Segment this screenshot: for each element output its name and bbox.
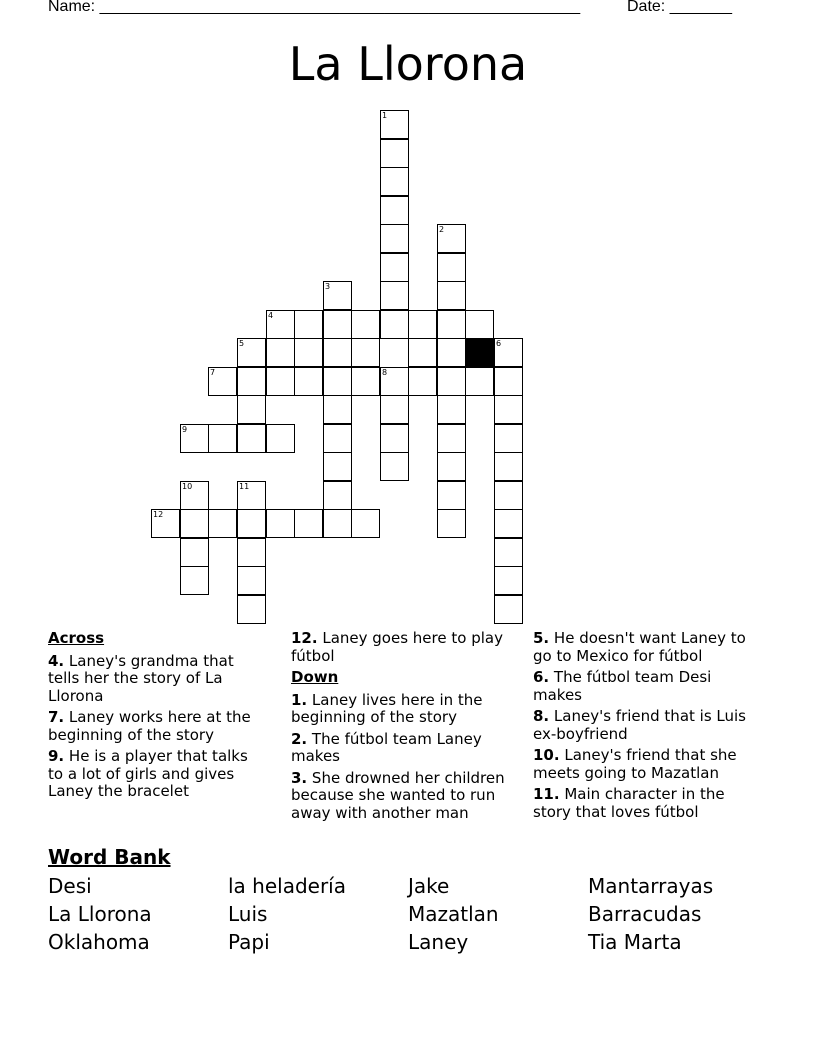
grid-cell[interactable] bbox=[323, 481, 352, 510]
grid-cell[interactable] bbox=[437, 310, 466, 339]
grid-cell[interactable] bbox=[237, 595, 266, 624]
grid-cell[interactable] bbox=[237, 395, 266, 424]
word-bank-item: Laney bbox=[408, 930, 469, 954]
name-field-label: Name: ______________________________________________________ bbox=[48, 0, 581, 15]
grid-cell[interactable] bbox=[266, 367, 295, 396]
clue-down-5 bbox=[533, 630, 755, 665]
word-bank-item: Jake bbox=[408, 874, 450, 898]
clue-number: 5. bbox=[533, 629, 550, 647]
clue-number: 12. bbox=[291, 629, 318, 647]
grid-cell[interactable] bbox=[266, 509, 295, 538]
grid-cell[interactable] bbox=[323, 424, 352, 453]
grid-cell[interactable] bbox=[208, 509, 237, 538]
clue-across-4 bbox=[48, 653, 266, 706]
grid-cell[interactable] bbox=[380, 224, 409, 253]
word-bank-item: Barracudas bbox=[588, 902, 702, 926]
word-bank-item: Mantarrayas bbox=[588, 874, 714, 898]
cell-number: 10 bbox=[182, 482, 193, 491]
clue-down-1 bbox=[291, 692, 523, 727]
clue-down-10 bbox=[533, 747, 755, 782]
grid-cell[interactable] bbox=[237, 566, 266, 595]
clue-number: 1. bbox=[291, 690, 308, 709]
grid-cell[interactable] bbox=[180, 538, 209, 567]
clue-text: Laney works here at the beginning of the story bbox=[48, 708, 251, 744]
cell-number: 4 bbox=[268, 311, 274, 320]
clue-down-2 bbox=[291, 731, 523, 766]
grid-cell[interactable] bbox=[437, 338, 466, 367]
cell-number: 1 bbox=[382, 111, 388, 120]
grid-cell[interactable] bbox=[323, 395, 352, 424]
cell-number: 2 bbox=[439, 225, 445, 234]
grid-cell[interactable] bbox=[437, 395, 466, 424]
word-bank-item: Luis bbox=[228, 902, 268, 926]
word-bank-item: Mazatlan bbox=[408, 902, 499, 926]
clue-number: 2. bbox=[291, 729, 308, 748]
grid-cell[interactable] bbox=[180, 566, 209, 595]
grid-cell[interactable] bbox=[380, 424, 409, 453]
grid-cell[interactable] bbox=[437, 253, 466, 282]
grid-cell[interactable] bbox=[494, 481, 523, 510]
grid-cell[interactable] bbox=[237, 538, 266, 567]
grid-cell[interactable] bbox=[494, 367, 523, 396]
grid-cell[interactable] bbox=[494, 595, 523, 624]
date-field-label: Date: _______ bbox=[627, 0, 732, 15]
grid-cell[interactable] bbox=[323, 452, 352, 481]
grid-cell[interactable] bbox=[494, 566, 523, 595]
grid-cell[interactable] bbox=[437, 452, 466, 481]
clues-column-3 bbox=[533, 630, 755, 825]
grid-cell[interactable] bbox=[323, 338, 352, 367]
clue-across-12 bbox=[291, 630, 523, 665]
down-heading: Down bbox=[291, 668, 339, 686]
cell-number: 9 bbox=[182, 425, 188, 434]
grid-cell[interactable] bbox=[494, 395, 523, 424]
clues-column-1 bbox=[48, 630, 266, 805]
cell-number: 8 bbox=[382, 368, 388, 377]
grid-cell[interactable] bbox=[380, 139, 409, 168]
cell-number: 11 bbox=[239, 482, 250, 491]
grid-cell[interactable] bbox=[237, 509, 266, 538]
grid-cell[interactable] bbox=[323, 509, 352, 538]
grid-cell[interactable] bbox=[408, 310, 437, 339]
clue-across-9 bbox=[48, 748, 266, 801]
clue-text: The fútbol team Desi makes bbox=[533, 668, 712, 704]
word-bank-title: Word Bank bbox=[48, 845, 171, 869]
word-bank-item: la heladería bbox=[228, 874, 346, 898]
grid-cell[interactable] bbox=[437, 481, 466, 510]
cell-number: 5 bbox=[239, 339, 245, 348]
word-bank-item: Tia Marta bbox=[588, 930, 682, 954]
word-bank-item: La Llorona bbox=[48, 902, 152, 926]
clue-text: Laney's friend that is Luis ex-boyfriend bbox=[533, 707, 746, 743]
clue-text: He doesn't want Laney to go to Mexico for fútbol bbox=[533, 629, 746, 665]
word-bank-item: Papi bbox=[228, 930, 270, 954]
grid-cell[interactable] bbox=[380, 395, 409, 424]
clue-number: 6. bbox=[533, 668, 550, 686]
clue-across-7 bbox=[48, 709, 266, 744]
grid-cell[interactable] bbox=[380, 253, 409, 282]
grid-cell[interactable] bbox=[494, 538, 523, 567]
clue-number: 7. bbox=[48, 708, 65, 726]
page-title: La Llorona bbox=[288, 37, 528, 91]
clue-number: 3. bbox=[291, 768, 308, 787]
cell-number: 3 bbox=[325, 282, 331, 291]
clue-text: Laney's friend that she meets going to Mazatlan bbox=[533, 746, 737, 782]
grid-cell[interactable] bbox=[351, 338, 380, 367]
clue-text: She drowned her children because she wanted to run away with another man bbox=[291, 768, 505, 822]
grid-cell[interactable] bbox=[437, 281, 466, 310]
grid-cell[interactable] bbox=[294, 367, 323, 396]
clue-down-6 bbox=[533, 669, 755, 704]
grid-cell[interactable] bbox=[494, 452, 523, 481]
clue-text: Laney's grandma that tells her the story of La Llorona bbox=[48, 651, 234, 705]
grid-cell[interactable] bbox=[465, 367, 494, 396]
grid-cell[interactable] bbox=[494, 424, 523, 453]
clue-text: He is a player that talks to a lot of girls and gives Laney the bracelet bbox=[48, 747, 248, 800]
grid-cell[interactable] bbox=[266, 424, 295, 453]
clue-number: 8. bbox=[533, 707, 550, 725]
clue-down-3 bbox=[291, 770, 523, 823]
clues-column-2 bbox=[291, 630, 523, 826]
grid-cell[interactable] bbox=[380, 196, 409, 225]
grid-cell[interactable] bbox=[294, 509, 323, 538]
grid-cell[interactable] bbox=[351, 310, 380, 339]
grid-cell[interactable] bbox=[323, 367, 352, 396]
grid-cell[interactable] bbox=[266, 338, 295, 367]
clue-text: Main character in the story that loves fútbol bbox=[533, 785, 725, 821]
grid-cell[interactable] bbox=[351, 509, 380, 538]
grid-cell[interactable] bbox=[408, 338, 437, 367]
grid-cell[interactable] bbox=[380, 310, 409, 339]
clue-number: 4. bbox=[48, 651, 65, 670]
clue-text: Laney lives here in the beginning of the story bbox=[291, 690, 483, 726]
grid-cell[interactable] bbox=[294, 338, 323, 367]
grid-cell[interactable] bbox=[465, 310, 494, 339]
word-bank-item: Oklahoma bbox=[48, 930, 150, 954]
clue-number: 10. bbox=[533, 746, 560, 764]
grid-cell[interactable] bbox=[380, 167, 409, 196]
grid-cell[interactable] bbox=[494, 509, 523, 538]
grid-cell[interactable] bbox=[408, 367, 437, 396]
grid-cell[interactable] bbox=[237, 424, 266, 453]
clue-text: The fútbol team Laney makes bbox=[291, 729, 482, 765]
grid-cell[interactable] bbox=[351, 367, 380, 396]
clue-down-8 bbox=[533, 708, 755, 743]
cell-number: 12 bbox=[153, 510, 164, 519]
clue-text: Laney goes here to play fútbol bbox=[291, 629, 503, 665]
clue-number: 11. bbox=[533, 785, 560, 803]
black-cell bbox=[465, 338, 494, 367]
across-heading: Across bbox=[48, 629, 105, 647]
grid-cell[interactable] bbox=[380, 281, 409, 310]
grid-cell[interactable] bbox=[437, 424, 466, 453]
grid-cell[interactable] bbox=[237, 367, 266, 396]
grid-cell[interactable] bbox=[208, 424, 237, 453]
grid-cell[interactable] bbox=[323, 310, 352, 339]
word-bank-item: Desi bbox=[48, 874, 92, 898]
grid-cell[interactable] bbox=[437, 367, 466, 396]
grid-cell[interactable] bbox=[437, 509, 466, 538]
cell-number: 6 bbox=[496, 339, 502, 348]
grid-cell[interactable] bbox=[294, 310, 323, 339]
grid-cell[interactable] bbox=[180, 509, 209, 538]
clue-number: 9. bbox=[48, 747, 65, 765]
clue-down-11 bbox=[533, 786, 755, 821]
grid-cell[interactable] bbox=[380, 452, 409, 481]
cell-number: 7 bbox=[210, 368, 216, 377]
